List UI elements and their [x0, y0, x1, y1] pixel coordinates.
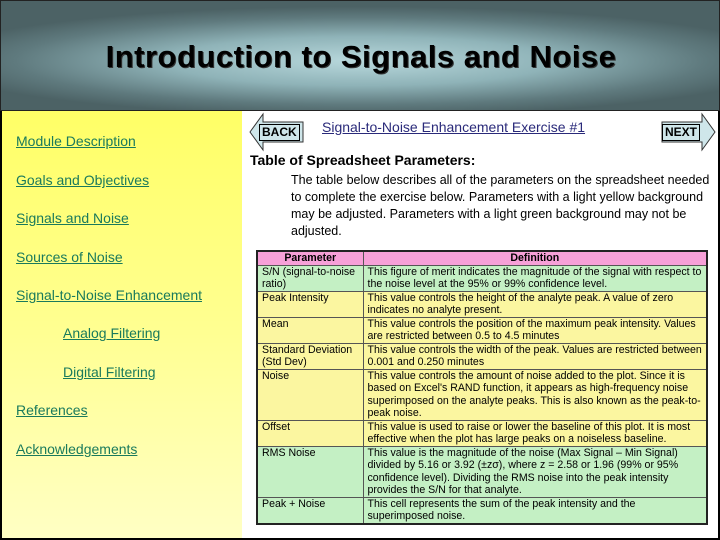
column-header-parameter: Parameter	[257, 251, 363, 265]
sidebar-item-references[interactable]: References	[16, 402, 88, 418]
table-row	[257, 497, 707, 524]
parameter-cell: Peak Intensity	[257, 291, 363, 317]
next-label: NEXT	[662, 124, 700, 141]
sidebar-item-goals[interactable]: Goals and Objectives	[16, 172, 150, 188]
table-row	[257, 265, 707, 291]
exercise-link[interactable]: Signal-to-Noise Enhancement Exercise #1	[322, 119, 586, 135]
table-row	[257, 343, 707, 369]
sidebar-item-module-description[interactable]: Module Description	[16, 133, 136, 149]
parameter-cell: Peak + Noise	[257, 497, 363, 524]
sidebar-item-sn-enhancement[interactable]: Signal-to-Noise Enhancement	[16, 287, 202, 303]
table-row	[257, 317, 707, 343]
column-header-definition: Definition	[363, 251, 707, 265]
parameter-cell: Standard Deviation (Std Dev)	[257, 343, 363, 369]
definition-cell: This figure of merit indicates the magnitude of the signal with respect to the noise level at the 95% or 99% confidence level.	[363, 265, 707, 291]
header-banner	[0, 0, 720, 111]
next-button[interactable]	[660, 118, 716, 144]
main-content	[242, 111, 718, 538]
sidebar	[2, 111, 242, 538]
parameter-cell: S/N (signal-to-noise ratio)	[257, 265, 363, 291]
back-label: BACK	[259, 124, 300, 141]
parameter-cell: Offset	[257, 420, 363, 446]
definition-cell: This value is the magnitude of the noise (Max Signal – Min Signal) divided by 5.16 or 3.92 (±zσ), where z = 2.58 or 1.96 (99% or 95% confidence level). Dividing the RMS noise into the peak intensity provides the S/N for that analyte.	[363, 446, 707, 497]
definition-cell: This cell represents the sum of the peak intensity and the superimposed noise.	[363, 497, 707, 524]
parameters-table	[256, 250, 708, 525]
sidebar-item-digital-filtering[interactable]: Digital Filtering	[63, 364, 156, 380]
definition-cell: This value is used to raise or lower the baseline of this plot. It is most effective when the plot has large peaks on a noiseless baseline.	[363, 420, 707, 446]
definition-cell: This value controls the height of the analyte peak. A value of zero indicates no analyte present.	[363, 291, 707, 317]
definition-cell: This value controls the width of the peak. Values are restricted between 0.001 and 0.250 minutes	[363, 343, 707, 369]
table-row	[257, 420, 707, 446]
parameter-cell: Mean	[257, 317, 363, 343]
intro-text: The table below describes all of the parameters on the spreadsheet needed to complete the exercise below. Parameters with a light yellow background may be adjusted. Parameters with a light green background may not be adjusted.	[291, 173, 710, 238]
table-row	[257, 369, 707, 420]
parameter-cell: RMS Noise	[257, 446, 363, 497]
definition-cell: This value controls the amount of noise added to the plot. Since it is based on Excel's RAND function, it appears as high-frequency noise superimposed on the analyte peaks. This is also known as the peak-to-peak noise.	[363, 369, 707, 420]
page-title: Introduction to Signals and Noise	[105, 39, 617, 74]
definition-cell: This value controls the position of the maximum peak intensity. Values are restricted between 0.5 to 4.5 minutes	[363, 317, 707, 343]
table-row	[257, 446, 707, 497]
back-button[interactable]	[249, 118, 305, 144]
sidebar-item-acknowledgements[interactable]: Acknowledgements	[16, 441, 138, 457]
sidebar-item-sources-noise[interactable]: Sources of Noise	[16, 249, 123, 265]
table-row	[257, 291, 707, 317]
parameter-cell: Noise	[257, 369, 363, 420]
sidebar-item-analog-filtering[interactable]: Analog Filtering	[63, 325, 161, 341]
section-heading: Table of Spreadsheet Parameters:	[250, 152, 476, 168]
sidebar-item-signals-noise[interactable]: Signals and Noise	[16, 210, 129, 226]
